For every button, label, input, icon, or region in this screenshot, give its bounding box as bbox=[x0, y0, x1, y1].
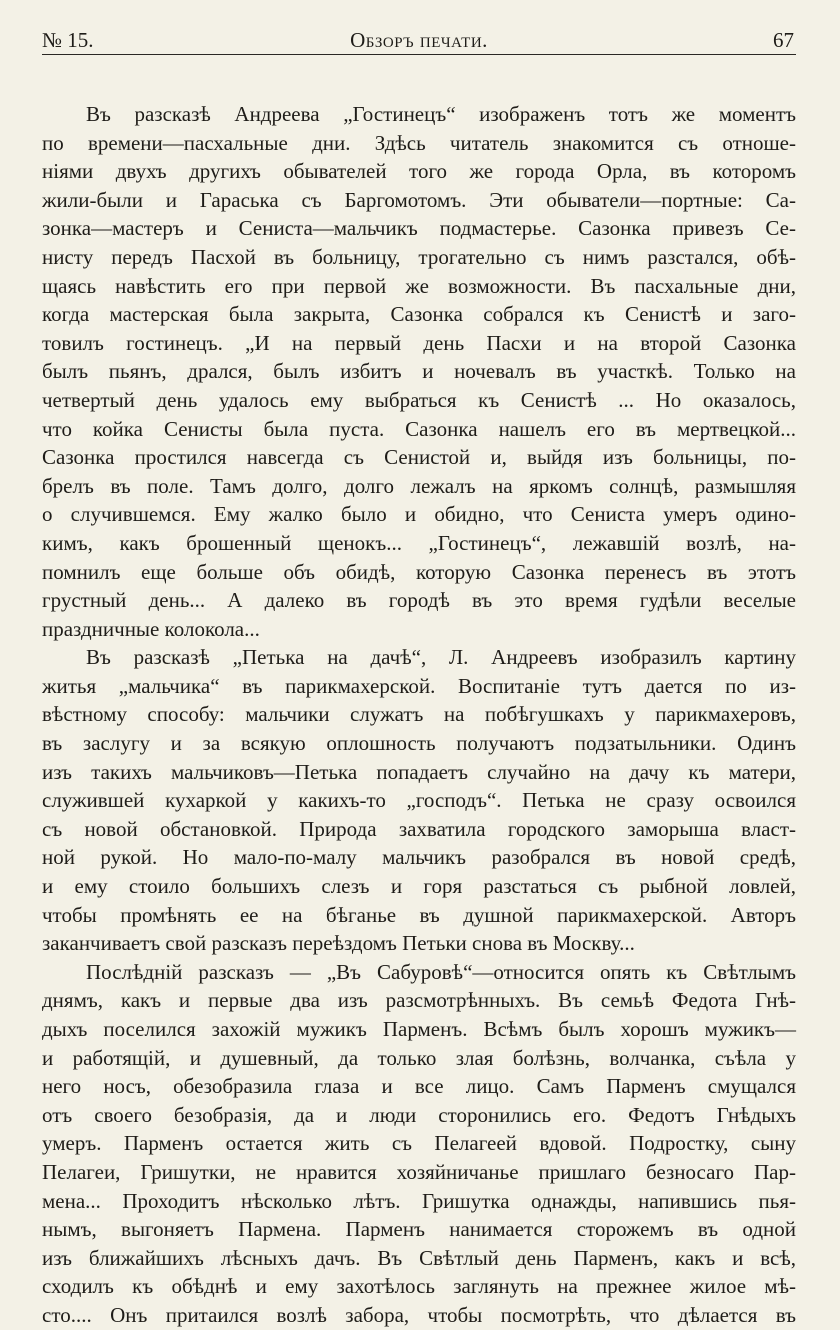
text-line: о случившемся. Ему жалко было и обидно, что Сениста умеръ одино- bbox=[42, 502, 796, 527]
text-line: Въ разсказѣ „Петька на дачѣ“, Л. Андреевъ изобразилъ картину bbox=[86, 645, 796, 670]
text-line: служившей кухаркой у какихъ-то „господъ“. Петька не сразу освоился bbox=[42, 788, 796, 813]
text-line: нисту передъ Пасхой въ больницу, трогательно съ нимъ разстался, обѣ- bbox=[42, 244, 796, 269]
page-number: 67 bbox=[773, 28, 794, 52]
text-line: Въ разсказѣ Андреева „Гостинецъ“ изображенъ тотъ же моментъ bbox=[86, 102, 796, 126]
text-line: житья „мальчика“ въ парикмахерской. Воспитаніе тутъ дается по из- bbox=[42, 673, 796, 698]
text-line: товилъ гостинецъ. „И на первый день Пасхи и на второй Сазонка bbox=[42, 330, 796, 355]
text-line: Пелагеи, Гришутки, не нравится хозяйничанье пришлаго безносаго Пар- bbox=[42, 1159, 796, 1184]
header-rule bbox=[42, 54, 796, 55]
paragraph bbox=[42, 958, 796, 1330]
text-line: ной рукой. Но мало-по-малу мальчикъ разобрался въ новой средѣ, bbox=[42, 845, 796, 870]
text-line: щаясь навѣстить его при первой же возможности. Въ пасхальные дни, bbox=[42, 273, 796, 298]
text-line: Послѣдній разсказъ — „Въ Сабуровѣ“—относится опять къ Свѣтлымъ bbox=[86, 959, 796, 984]
text-line: брелъ въ поле. Тамъ долго, долго лежалъ на яркомъ солнцѣ, размышляя bbox=[42, 473, 796, 498]
text-line: по времени—пасхальные дни. Здѣсь читатель знакомится съ отноше- bbox=[42, 130, 796, 155]
text-line: мена... Проходитъ нѣсколько лѣтъ. Гришутка однажды, напившись пья- bbox=[42, 1188, 796, 1213]
text-line: былъ пьянъ, дрался, былъ избитъ и ночевалъ въ участкѣ. Только на bbox=[42, 359, 796, 384]
text-line: и работящій, и душевный, да только злая болѣзнь, волчанка, съѣла у bbox=[42, 1045, 796, 1070]
text-line: заканчиваетъ свой разсказъ переѣздомъ Петьки снова въ Москву... bbox=[42, 931, 635, 956]
text-line: когда мастерская была закрыта, Сазонка собрался къ Сенистѣ и заго- bbox=[42, 302, 796, 327]
text-line: кимъ, какъ брошенный щенокъ... „Гостинецъ“, лежавшій возлѣ, на- bbox=[42, 530, 796, 555]
text-line: и ему стоило большихъ слезъ и горя разстаться съ рыбной ловлей, bbox=[42, 874, 796, 899]
text-line: вѣстному способу: мальчики служатъ на побѣгушкахъ у парикмахеровъ, bbox=[42, 702, 796, 727]
paragraph bbox=[42, 643, 796, 958]
text-line: жили-были и Гараська съ Баргомотомъ. Эти обыватели—портные: Са- bbox=[42, 187, 796, 212]
text-line: чтобы промѣнять ее на бѣганье въ душной парикмахерской. Авторъ bbox=[42, 902, 796, 927]
text-line: праздничные колокола... bbox=[42, 616, 260, 641]
body-text bbox=[42, 100, 796, 1330]
paragraph bbox=[42, 100, 796, 643]
text-line: съ новой обстановкой. Природа захватила городского заморыша власт- bbox=[42, 816, 796, 841]
text-line: зонка—мастеръ и Сениста—мальчикъ подмастерье. Сазонка привезъ Се- bbox=[42, 216, 796, 241]
text-line: сходилъ къ обѣднѣ и ему захотѣлось заглянуть на прежнее жилое мѣ- bbox=[42, 1274, 796, 1299]
text-line: него носъ, обезобразила глаза и все лицо. Самъ Парменъ смущался bbox=[42, 1074, 796, 1099]
text-line: что койка Сенисты была пуста. Сазонка нашелъ его въ мертвецкой... bbox=[42, 416, 796, 441]
text-line: Сазонка простился навсегда съ Сенистой и, выйдя изъ больницы, по- bbox=[42, 445, 796, 470]
text-line: въ заслугу и за всякую оплошность получаютъ подзатыльники. Одинъ bbox=[42, 731, 796, 756]
issue-number: № 15. bbox=[42, 28, 94, 52]
text-line: помнилъ еще больше объ обидѣ, которую Сазонка перенесъ въ этотъ bbox=[42, 559, 796, 584]
text-line: изъ такихъ мальчиковъ—Петька попадаетъ случайно на дачу къ матери, bbox=[42, 759, 796, 784]
text-line: сто.... Онъ притаился возлѣ забора, чтобы посмотрѣть, что дѣлается въ bbox=[42, 1302, 796, 1327]
text-line: днямъ, какъ и первые два изъ разсмотрѣнныхъ. Въ семьѣ Федота Гнѣ- bbox=[42, 988, 796, 1013]
text-line: ніями двухъ другихъ обывателей того же города Орла, въ которомъ bbox=[42, 159, 796, 184]
text-line: дыхъ поселился захожій мужикъ Парменъ. Всѣмъ былъ хорошъ мужикъ— bbox=[42, 1017, 796, 1041]
text-line: четвертый день удалось ему выбраться къ Сенистѣ ... Но оказалось, bbox=[42, 387, 796, 412]
text-line: отъ своего безобразія, да и люди сторонились его. Федотъ Гнѣдыхъ bbox=[42, 1102, 796, 1127]
text-line: умеръ. Парменъ остается жить съ Пелагеей вдовой. Подростку, сыну bbox=[42, 1131, 796, 1156]
running-title: Обзоръ печати. bbox=[350, 28, 488, 52]
text-line: нымъ, выгоняетъ Пармена. Парменъ нанимается сторожемъ въ одной bbox=[42, 1217, 796, 1242]
running-header bbox=[42, 24, 796, 54]
text-line: грустный день... А далеко въ городѣ въ это время гудѣли веселые bbox=[42, 588, 796, 613]
text-line: изъ ближайшихъ лѣсныхъ дачъ. Въ Свѣтлый день Парменъ, какъ и всѣ, bbox=[42, 1245, 796, 1270]
